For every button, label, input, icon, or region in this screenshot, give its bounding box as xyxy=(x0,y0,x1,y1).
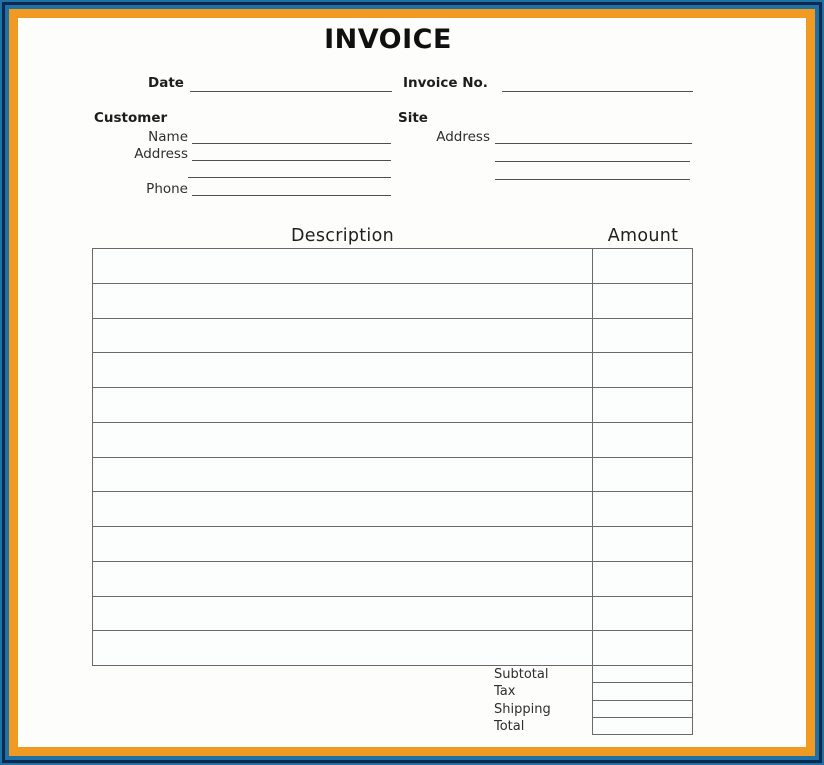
page-title: INVOICE xyxy=(324,24,452,55)
customer-heading: Customer xyxy=(94,110,168,126)
site-address-line-2[interactable] xyxy=(495,147,690,162)
summary-amount-box-tax[interactable] xyxy=(593,683,692,700)
description-cell[interactable] xyxy=(93,631,593,665)
summary-labels xyxy=(494,666,589,735)
table-row[interactable] xyxy=(93,388,692,423)
customer-address-label: Address xyxy=(134,146,188,162)
table-row[interactable] xyxy=(93,631,692,665)
summary-amount-box-subtotal[interactable] xyxy=(593,666,692,683)
table-row[interactable] xyxy=(93,492,692,527)
amount-cell[interactable] xyxy=(593,388,692,422)
customer-address-line-2[interactable] xyxy=(188,163,391,178)
description-cell[interactable] xyxy=(93,597,593,631)
summary-amount-box-shipping[interactable] xyxy=(593,701,692,718)
description-cell[interactable] xyxy=(93,319,593,353)
table-row[interactable] xyxy=(93,458,692,493)
amount-cell[interactable] xyxy=(593,458,692,492)
amount-cell[interactable] xyxy=(593,527,692,561)
invoice-no-input-line[interactable] xyxy=(502,77,693,92)
date-input-line[interactable] xyxy=(190,77,392,92)
description-cell[interactable] xyxy=(93,527,593,561)
amount-cell[interactable] xyxy=(593,423,692,457)
site-address-line[interactable] xyxy=(495,129,692,144)
summary-label-shipping: Shipping xyxy=(494,701,551,717)
date-label: Date xyxy=(148,75,184,91)
amount-column-header: Amount xyxy=(607,226,679,246)
site-address-label: Address xyxy=(436,129,490,145)
description-cell[interactable] xyxy=(93,353,593,387)
table-row[interactable] xyxy=(93,527,692,562)
customer-phone-label: Phone xyxy=(146,181,188,197)
description-column-header: Description xyxy=(291,226,394,246)
summary-boxes xyxy=(592,666,693,735)
site-heading: Site xyxy=(398,110,428,126)
amount-cell[interactable] xyxy=(593,492,692,526)
table-row[interactable] xyxy=(93,249,692,284)
description-cell[interactable] xyxy=(93,458,593,492)
table-row[interactable] xyxy=(93,423,692,458)
customer-name-line[interactable] xyxy=(192,129,391,144)
table-row[interactable] xyxy=(93,562,692,597)
description-cell[interactable] xyxy=(93,388,593,422)
items-table-body xyxy=(92,248,693,666)
amount-cell[interactable] xyxy=(593,319,692,353)
description-cell[interactable] xyxy=(93,284,593,318)
description-cell[interactable] xyxy=(93,249,593,283)
invoice-no-label: Invoice No. xyxy=(403,75,488,91)
summary-label-subtotal: Subtotal xyxy=(494,667,549,682)
amount-cell[interactable] xyxy=(593,284,692,318)
customer-name-label: Name xyxy=(148,129,188,145)
summary-amount-box-total[interactable] xyxy=(593,718,692,734)
summary-label-total: Total xyxy=(494,718,525,734)
customer-phone-line[interactable] xyxy=(192,181,391,196)
site-address-line-3[interactable] xyxy=(495,165,690,180)
description-cell[interactable] xyxy=(93,562,593,596)
description-cell[interactable] xyxy=(93,492,593,526)
amount-cell[interactable] xyxy=(593,353,692,387)
table-row[interactable] xyxy=(93,284,692,319)
amount-cell[interactable] xyxy=(593,249,692,283)
customer-address-line[interactable] xyxy=(192,146,391,161)
amount-cell[interactable] xyxy=(593,562,692,596)
table-row[interactable] xyxy=(93,353,692,388)
amount-cell[interactable] xyxy=(593,597,692,631)
description-cell[interactable] xyxy=(93,423,593,457)
amount-cell[interactable] xyxy=(593,631,692,665)
summary-label-tax: Tax xyxy=(494,684,516,700)
table-row[interactable] xyxy=(93,319,692,354)
table-row[interactable] xyxy=(93,597,692,632)
